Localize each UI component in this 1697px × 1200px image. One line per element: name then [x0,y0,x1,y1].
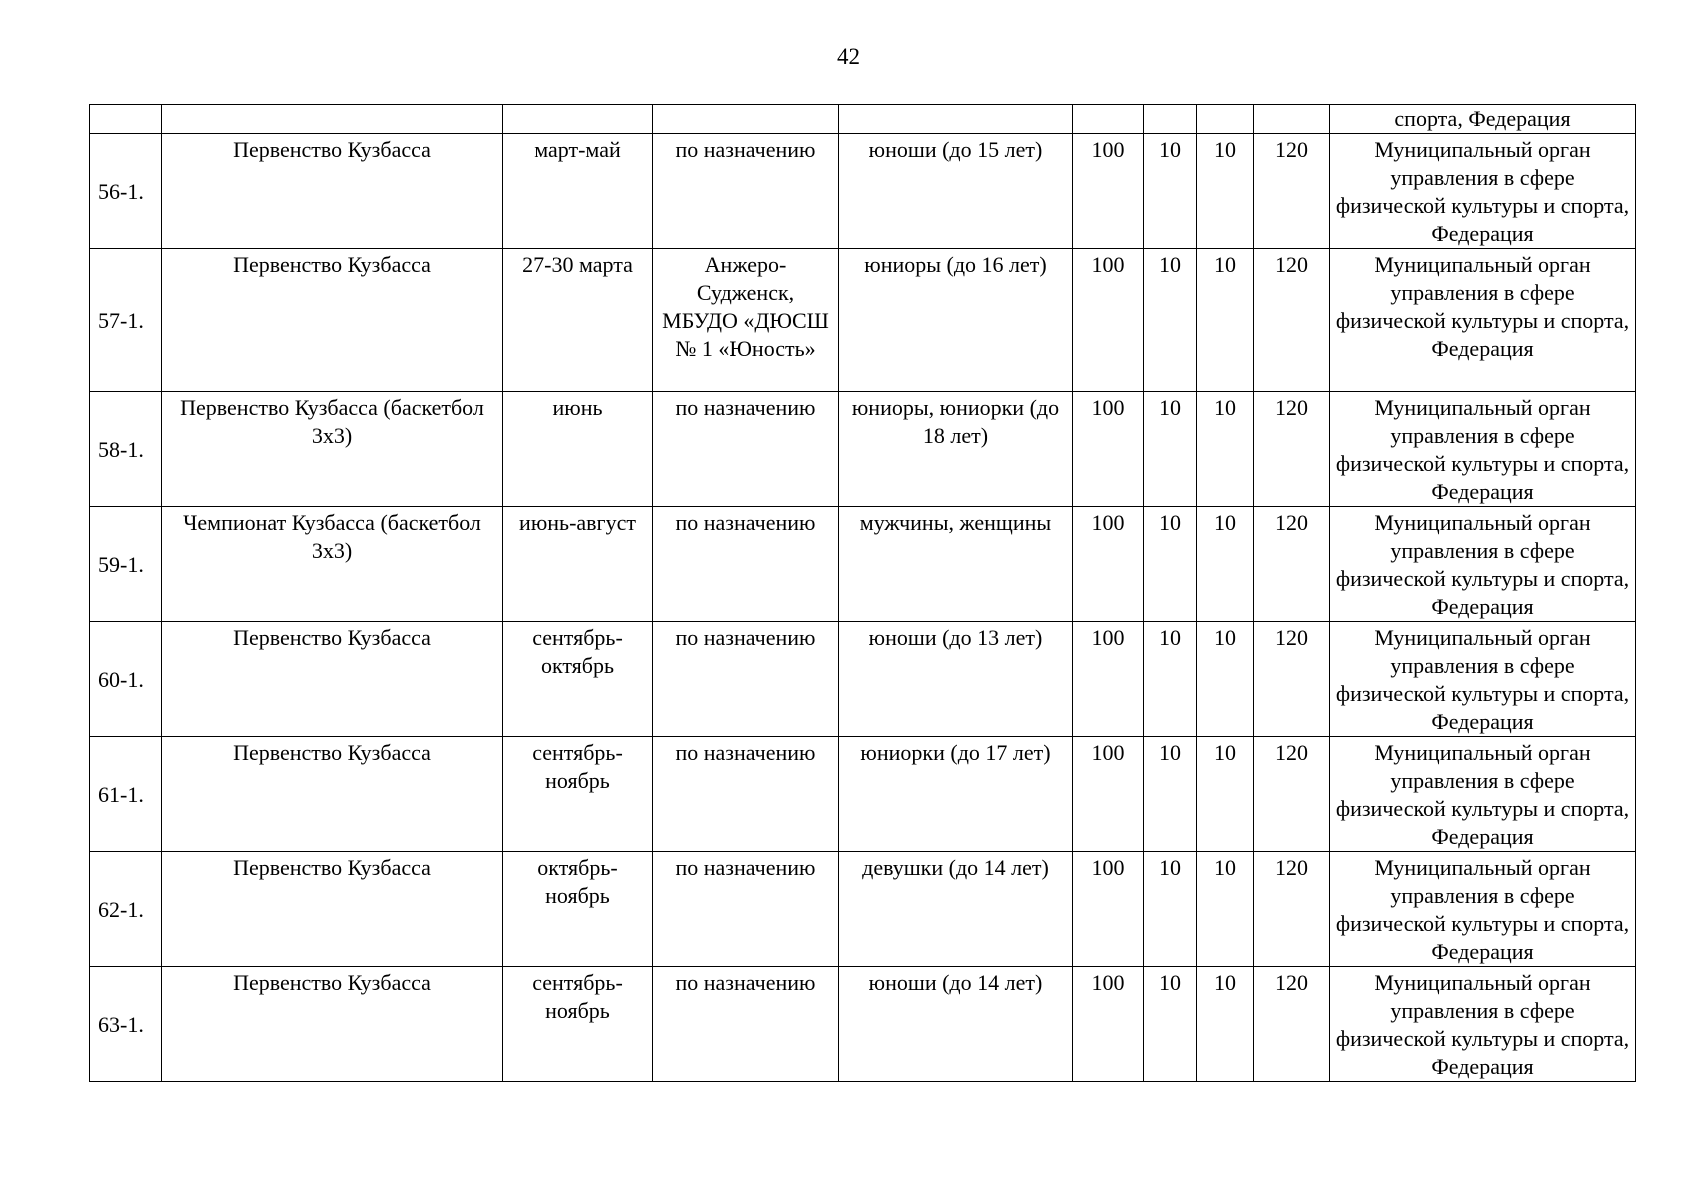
cell-col-total [1254,105,1330,134]
cell-dates: 27-30 марта [503,249,653,392]
table-row [90,249,1636,392]
cell-dates: октябрь-ноябрь [503,852,653,967]
cell-event: Первенство Кузбасса (баскетбол 3х3) [162,392,503,507]
cell-num: 63-1. [90,967,162,1082]
cell-org: Муниципальный орган управления в сфере физической культуры и спорта, Федерация [1330,249,1636,392]
cell-col-c [1197,105,1254,134]
cell-dates [503,105,653,134]
cell-col-a: 100 [1073,249,1144,392]
cell-participants: мужчины, женщины [839,507,1073,622]
cell-place: Анжеро-Судженск, МБУДО «ДЮСШ № 1 «Юность» [653,249,839,392]
cell-place: по назначению [653,507,839,622]
cell-col-b: 10 [1144,967,1197,1082]
cell-col-c: 10 [1197,622,1254,737]
page-number: 42 [837,44,860,69]
cell-org: Муниципальный орган управления в сфере физической культуры и спорта, Федерация [1330,507,1636,622]
cell-event: Первенство Кузбасса [162,737,503,852]
cell-participants: юноши (до 14 лет) [839,967,1073,1082]
cell-place: по назначению [653,134,839,249]
cell-num: 62-1. [90,852,162,967]
table-row [90,852,1636,967]
cell-col-a: 100 [1073,737,1144,852]
table-row [90,392,1636,507]
cell-org: спорта, Федерация [1330,105,1636,134]
cell-dates: март-май [503,134,653,249]
table-row [90,967,1636,1082]
cell-participants: юниоры, юниорки (до 18 лет) [839,392,1073,507]
cell-col-a: 100 [1073,622,1144,737]
continuation-row [90,105,1636,134]
cell-participants: юниоры (до 16 лет) [839,249,1073,392]
cell-place: по назначению [653,622,839,737]
cell-col-total: 120 [1254,249,1330,392]
cell-place [653,105,839,134]
cell-participants: юноши (до 15 лет) [839,134,1073,249]
table-row [90,134,1636,249]
cell-col-b: 10 [1144,134,1197,249]
cell-place: по назначению [653,737,839,852]
cell-col-a: 100 [1073,507,1144,622]
cell-col-c: 10 [1197,134,1254,249]
cell-place: по назначению [653,852,839,967]
cell-dates: сентябрь-ноябрь [503,737,653,852]
cell-participants [839,105,1073,134]
cell-num: 57-1. [90,249,162,392]
cell-event [162,105,503,134]
cell-col-b: 10 [1144,852,1197,967]
cell-col-b: 10 [1144,249,1197,392]
cell-participants: юниорки (до 17 лет) [839,737,1073,852]
cell-col-total: 120 [1254,622,1330,737]
cell-dates: сентябрь-ноябрь [503,967,653,1082]
cell-col-c: 10 [1197,737,1254,852]
cell-col-total: 120 [1254,852,1330,967]
cell-col-a: 100 [1073,134,1144,249]
cell-col-total: 120 [1254,507,1330,622]
cell-num [90,105,162,134]
cell-col-c: 10 [1197,507,1254,622]
cell-col-a: 100 [1073,392,1144,507]
cell-event: Первенство Кузбасса [162,134,503,249]
cell-org: Муниципальный орган управления в сфере физической культуры и спорта, Федерация [1330,134,1636,249]
table-row [90,507,1636,622]
table-row [90,622,1636,737]
cell-col-c: 10 [1197,852,1254,967]
cell-event: Первенство Кузбасса [162,967,503,1082]
cell-event: Чемпионат Кузбасса (баскетбол 3х3) [162,507,503,622]
cell-num: 56-1. [90,134,162,249]
cell-org: Муниципальный орган управления в сфере физической культуры и спорта, Федерация [1330,852,1636,967]
cell-col-a: 100 [1073,852,1144,967]
cell-dates: июнь [503,392,653,507]
cell-org: Муниципальный орган управления в сфере физической культуры и спорта, Федерация [1330,737,1636,852]
cell-col-total: 120 [1254,967,1330,1082]
cell-event: Первенство Кузбасса [162,249,503,392]
cell-col-c: 10 [1197,967,1254,1082]
events-table [89,104,1636,1082]
cell-col-a: 100 [1073,967,1144,1082]
cell-col-b: 10 [1144,392,1197,507]
cell-col-b: 10 [1144,737,1197,852]
cell-col-a [1073,105,1144,134]
cell-org: Муниципальный орган управления в сфере физической культуры и спорта, Федерация [1330,622,1636,737]
cell-col-b: 10 [1144,622,1197,737]
cell-col-c: 10 [1197,392,1254,507]
cell-event: Первенство Кузбасса [162,852,503,967]
cell-col-total: 120 [1254,134,1330,249]
cell-participants: девушки (до 14 лет) [839,852,1073,967]
cell-col-total: 120 [1254,737,1330,852]
cell-col-total: 120 [1254,392,1330,507]
cell-event: Первенство Кузбасса [162,622,503,737]
cell-num: 59-1. [90,507,162,622]
cell-participants: юноши (до 13 лет) [839,622,1073,737]
cell-place: по назначению [653,392,839,507]
table-row [90,737,1636,852]
cell-col-b [1144,105,1197,134]
cell-dates: сентябрь-октябрь [503,622,653,737]
cell-num: 60-1. [90,622,162,737]
cell-org: Муниципальный орган управления в сфере физической культуры и спорта, Федерация [1330,967,1636,1082]
cell-org: Муниципальный орган управления в сфере физической культуры и спорта, Федерация [1330,392,1636,507]
cell-place: по назначению [653,967,839,1082]
cell-num: 61-1. [90,737,162,852]
cell-col-b: 10 [1144,507,1197,622]
cell-dates: июнь-август [503,507,653,622]
cell-col-c: 10 [1197,249,1254,392]
cell-num: 58-1. [90,392,162,507]
